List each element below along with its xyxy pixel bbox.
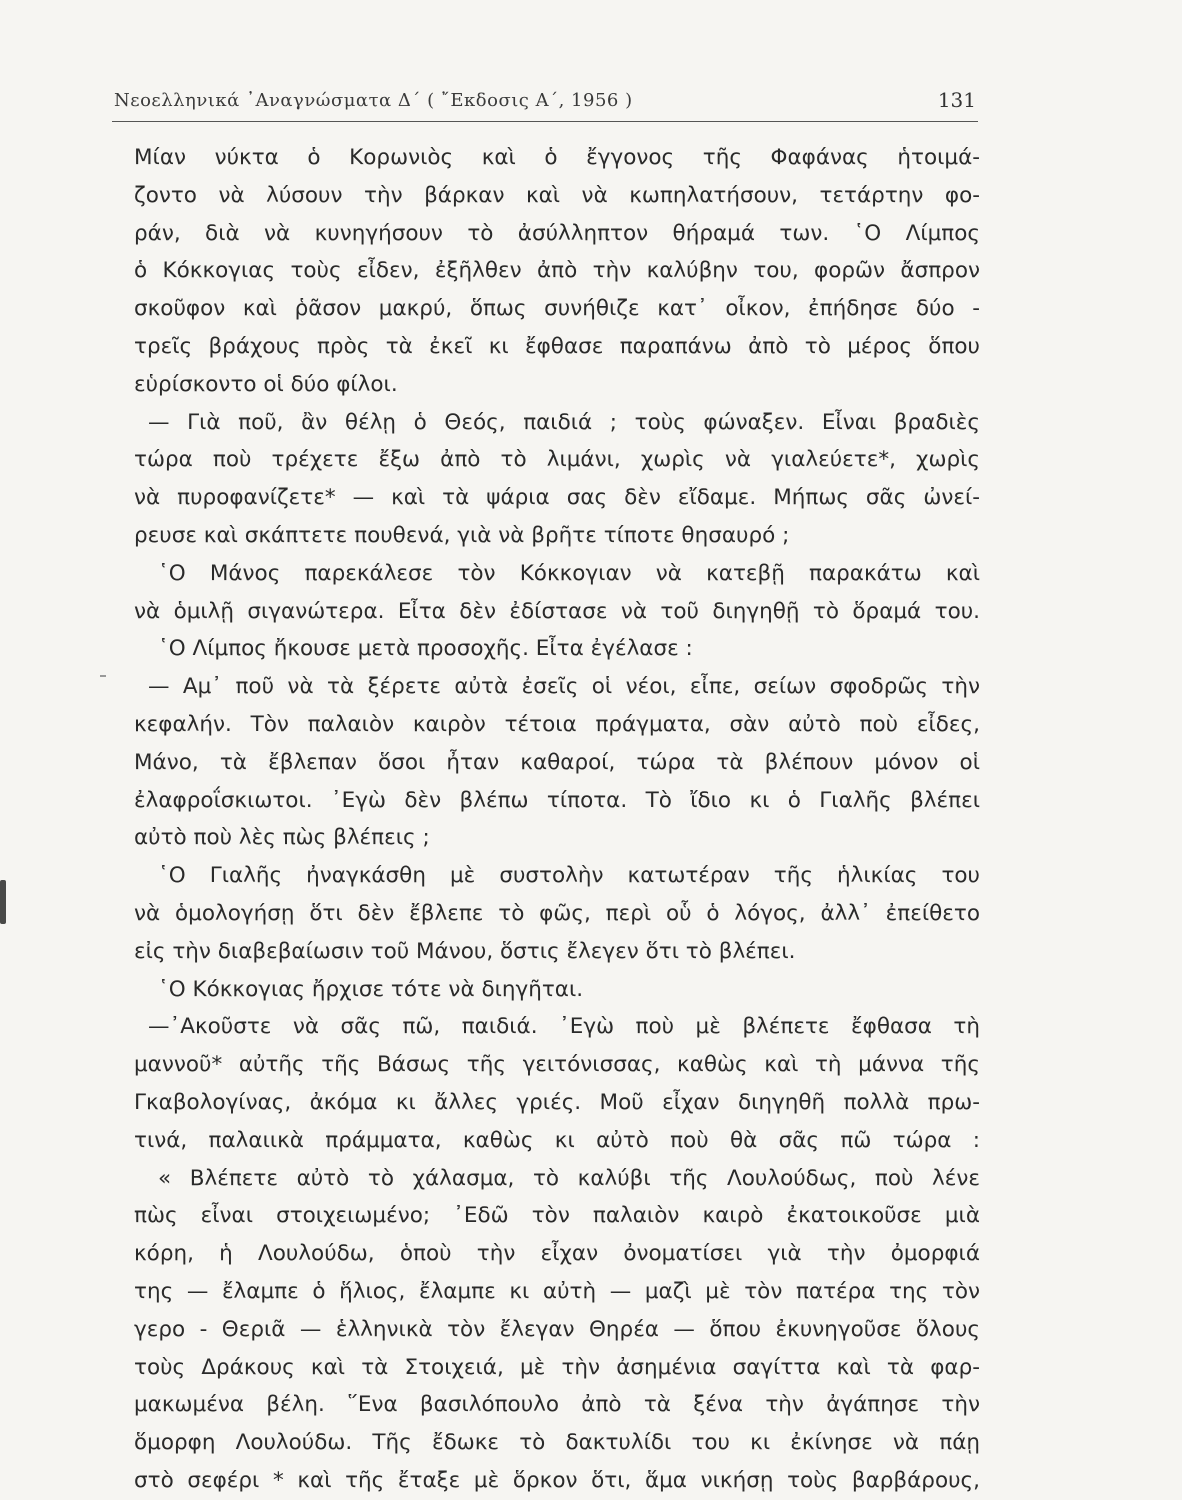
header-rule <box>112 121 978 122</box>
text-line: « Βλέπετε αὐτὸ τὸ χάλασμα, τὸ καλύβι τῆς Λουλούδως, ποὺ λένε <box>158 1165 980 1191</box>
page-number: 131 <box>937 88 976 112</box>
text-line: Μάνο, τὰ ἔβλεπαν ὅσοι ἦταν καθαροί, τώρα τὰ βλέπουν μόνον οἱ <box>134 749 980 775</box>
text-line: εὑρίσκοντο οἱ δύο φίλοι. <box>134 371 398 397</box>
text-line: νὰ πυροφανίζετε* — καὶ τὰ ψάρια σας δὲν εἴδαμε. Μήπως σᾶς ὠνεί- <box>134 485 980 511</box>
text-line: κόρη, ἡ Λουλούδω, ὁποὺ τὴν εἶχαν ὀνοματίσει γιὰ τὴν ὀμορφιά <box>134 1241 980 1267</box>
text-line: —᾿Ακοῦστε νὰ σᾶς πῶ, παιδιά. ᾿Εγὼ ποὺ μὲ βλέπετε ἔφθασα τὴ <box>148 1014 980 1040</box>
text-line: ζοντο νὰ λύσουν τὴν βάρκαν καὶ νὰ κωπηλατήσουν, τετάρτην φο- <box>134 182 980 208</box>
text-line: μακωμένα βέλη. ῞Ενα βασιλόπουλο ἀπὸ τὰ ξένα τὴν ἀγάπησε τὴν <box>134 1392 980 1418</box>
text-line: ρευσε καὶ σκάπτετε πουθενά, γιὰ νὰ βρῆτε τίποτε θησαυρό ; <box>134 522 790 548</box>
text-line: — Αμ᾿ ποῦ νὰ τὰ ξέρετε αὐτὰ ἐσεῖς οἱ νέοι, εἶπε, σείων σφοδρῶς τὴν <box>148 674 980 700</box>
text-line: ῾Ο Λίμπος ἤκουσε μετὰ προσοχῆς. Εἶτα ἐγέλασε : <box>158 636 693 662</box>
text-line: — Γιὰ ποῦ, ἂν θέλῃ ὁ Θεός, παιδιά ; τοὺς φώναξεν. Εἶναι βραδιὲς <box>148 409 980 435</box>
text-line: εἰς τὴν διαβεβαίωσιν τοῦ Μάνου, ὅστις ἔλεγεν ὅτι τὸ βλέπει. <box>134 938 796 964</box>
margin-tick <box>100 675 106 677</box>
text-line: στὸ σεφέρι * καὶ τῆς ἔταξε μὲ ὅρκον ὅτι, ἅμα νικήσῃ τοὺς βαρβάρους, <box>134 1467 980 1493</box>
text-line: ὁ Κόκκογιας τοὺς εἶδεν, ἐξῆλθεν ἀπὸ τὴν καλύβην του, φορῶν ἄσπρον <box>134 258 980 284</box>
text-line: Γκαβολογίνας, ἀκόμα κι ἄλλες γριές. Μοῦ εἶχαν διηγηθῆ πολλὰ πρω- <box>134 1089 980 1115</box>
text-line: ὅμορφη Λουλούδω. Τῆς ἔδωκε τὸ δακτυλίδι του κι ἐκίνησε νὰ πάῃ <box>134 1430 980 1456</box>
text-line: ράν, διὰ νὰ κυνηγήσουν τὸ ἀσύλληπτον θήραμά των. ῾Ο Λίμπος <box>134 220 980 246</box>
text-line: της — ἔλαμπε ὁ ἥλιος, ἔλαμπε κι αὐτὴ — μαζὶ μὲ τὸν πατέρα της τὸν <box>134 1278 980 1304</box>
text-line: μαννοῦ* αὐτῆς τῆς Βάσως τῆς γειτόνισσας, καθὼς καὶ τὴ μάννα τῆς <box>134 1052 980 1078</box>
text-line: αὐτὸ ποὺ λὲς πὼς βλέπεις ; <box>134 825 430 851</box>
text-line: κεφαλήν. Τὸν παλαιὸν καιρὸν τέτοια πράγματα, σὰν αὐτὸ ποὺ εἶδες, <box>134 711 980 737</box>
text-line: τοὺς Δράκους καὶ τὰ Στοιχειά, μὲ τὴν ἀσημένια σαγίττα καὶ τὰ φαρ- <box>134 1354 980 1380</box>
text-line: νὰ ὁμολογήσῃ ὅτι δὲν ἔβλεπε τὸ φῶς, περὶ οὗ ὁ λόγος, ἀλλ᾿ ἐπείθετο <box>134 900 980 926</box>
scan-edge-mark <box>0 880 6 924</box>
text-line: ῾Ο Κόκκογιας ἤρχισε τότε νὰ διηγῆται. <box>158 976 584 1002</box>
text-line: ἐλαφροΐσκιωτοι. ᾿Εγὼ δὲν βλέπω τίποτα. Τὸ ἴδιο κι ὁ Γιαλῆς βλέπει <box>134 787 980 813</box>
text-line: γερο - Θεριᾶ — ἑλληνικὰ τὸν ἔλεγαν Θηρέα — ὅπου ἐκυνηγοῦσε ὅλους <box>134 1316 980 1342</box>
running-title: Νεοελληνικά ᾿Αναγνώσματα Δ΄ ( ῎Εκδοσις Α΄, 1956 ) <box>114 90 633 111</box>
text-line: πὼς εἶναι στοιχειωμένο; ᾿Εδῶ τὸν παλαιὸν καιρὸ ἐκατοικοῦσε μιὰ <box>134 1203 980 1229</box>
text-line: Μίαν νύκτα ὁ Κορωνιὸς καὶ ὁ ἔγγονος τῆς Φαφάνας ἡτοιμά- <box>134 145 980 170</box>
text-line: τρεῖς βράχους πρὸς τὰ ἐκεῖ κι ἔφθασε παραπάνω ἀπὸ τὸ μέρος ὅπου <box>134 333 980 359</box>
text-line: τώρα ποὺ τρέχετε ἔξω ἀπὸ τὸ λιμάνι, χωρὶς νὰ γιαλεύετε*, χωρὶς <box>134 447 980 473</box>
text-line: σκοῦφον καὶ ῥᾶσον μακρύ, ὅπως συνήθιζε κατ᾿ οἶκον, ἐπήδησε δύο - <box>134 296 980 322</box>
text-line: τινά, παλαιικὰ πράμματα, καθὼς κι αὐτὸ ποὺ θὰ σᾶς πῶ τώρα : <box>134 1127 980 1153</box>
text-line: νὰ ὁμιλῇ σιγανώτερα. Εἶτα δὲν ἐδίστασε νὰ τοῦ διηγηθῇ τὸ ὅραμά του. <box>134 598 980 624</box>
text-line: ῾Ο Μάνος παρεκάλεσε τὸν Κόκκογιαν νὰ κατεβῇ παρακάτω καὶ <box>158 560 980 586</box>
text-line: ῾Ο Γιαλῆς ἠναγκάσθη μὲ συστολὴν κατωτέραν τῆς ἡλικίας του <box>158 863 980 889</box>
body-text <box>134 139 980 1500</box>
running-header <box>112 84 978 114</box>
